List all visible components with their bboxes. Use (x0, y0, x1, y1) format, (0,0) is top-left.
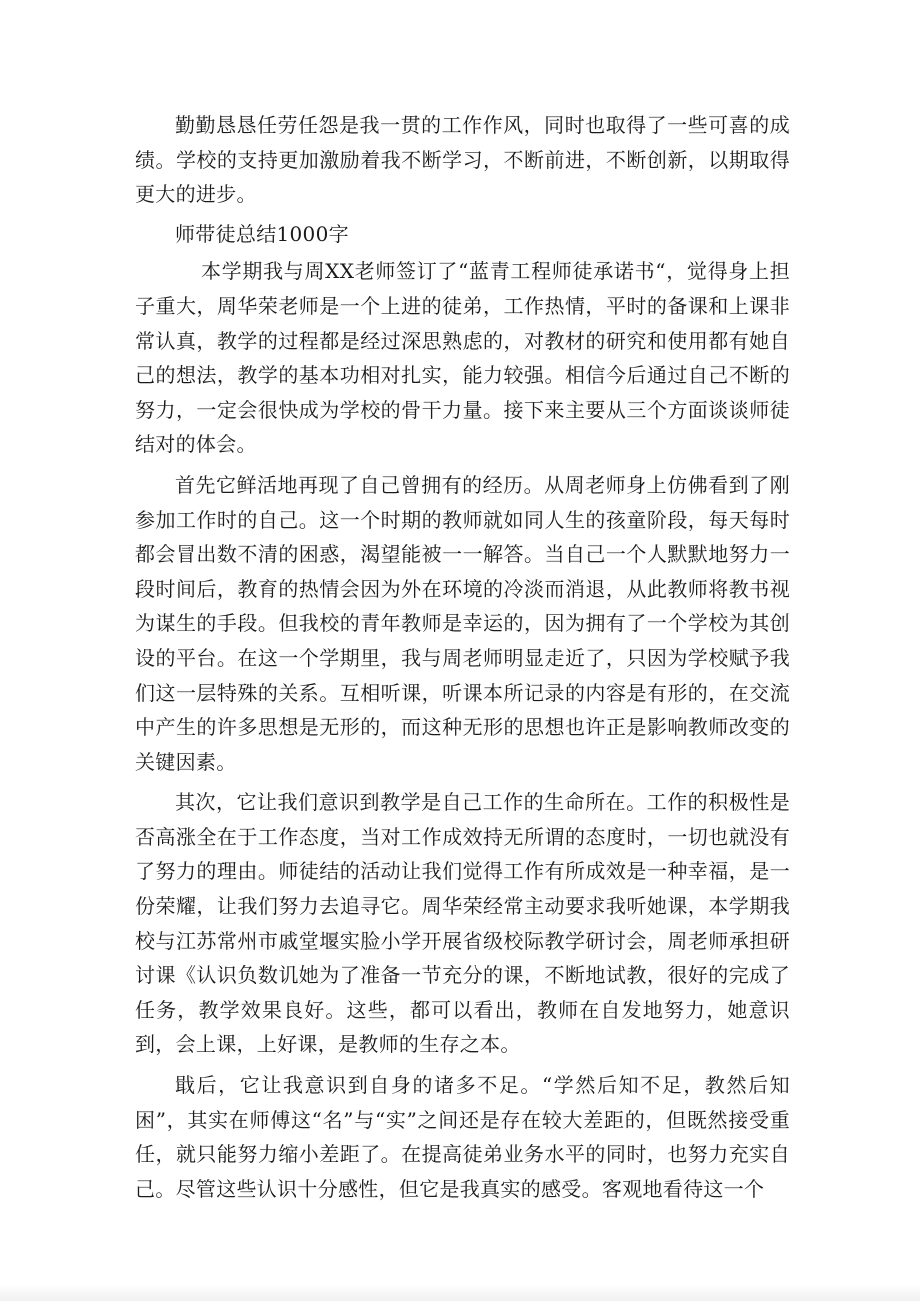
page-bottom-edge (0, 1284, 920, 1301)
document-body (135, 108, 790, 1206)
section-heading: 师带徒总结1000字 (175, 221, 349, 246)
body-paragraph-third: 戢后，它让我意识到自身的诸多不足。“学然后知不足，教然后知困”，其实在师傅这“名”与“实”之间还是存在较大差距的，但既然接受重任，就只能努力缩小差距了。在提高徒弟业务水平的同时，也努力充实自己。尽管这些认识十分感性，但它是我真实的感受。客观地看待这一个 (135, 1073, 790, 1201)
body-paragraph-first: 首先它鲜活地再现了自己曾拥有的经历。从周老师身上仿佛看到了刚参加工作时的自己。这一个时期的教师就如同人生的孩童阶段，每天每时都会冒出数不清的困惑，渴望能被一一解答。当自己一个人默默地努力一段时间后，教育的热情会因为外在环境的冷淡而消退，从此教师将教书视为谋生的手段。但我校的青年教师是幸运的，因为拥有了一个学校为其创设的平台。在这一个学期里，我与周老师明显走近了，只因为学校赋予我们这一层特殊的关系。互相听课，听课本所记录的内容是有形的，在交流中产生的许多思想是无形的，而这种无形的思想也许正是影响教师改变的关键因素。 (135, 472, 790, 774)
body-paragraph-second: 其次，它让我们意识到教学是自己工作的生命所在。工作的积极性是否高涨全在于工作态度，当对工作成效持无所谓的态度时，一切也就没有了努力的理由。师徒结的活动让我们觉得工作有所成效是一种幸福，是一份荣耀，让我们努力去追寻它。周华荣经常主动要求我听她课，本学期我校与江苏常州市戚堂堰实脸小学开展省级校际教学研讨会，周老师承担研讨课《认识负数讥她为了准备一节充分的课，不断地试教，很好的完成了任务，教学效果良好。这些，都可以看出，教师在自发地努力，她意识到，会上课，上好课，是教师的生存之本。 (135, 790, 790, 1057)
opening-paragraph: 勤勤恳恳任劳任怨是我一贯的工作作风，同时也取得了一些可喜的成绩。学校的支持更加激励着我不断学习，不断前进，不断创新，以期取得更大的进步。 (135, 113, 790, 207)
intro-paragraph: 本学期我与周XX老师签订了“蓝青工程师徒承诺书“，觉得身上担子重大，周华荣老师是一个上进的徒弟，工作热情，平时的备课和上课非常认真，教学的过程都是经过深思熟虑的，对教材的研究和使用都有她自己的想法，教学的基本功相对扎实，能力较强。相信今后通过自己不断的努力，一定会很快成为学校的骨干力量。接下来主要从三个方面谈谈师徒结对的体会。 (135, 259, 790, 457)
